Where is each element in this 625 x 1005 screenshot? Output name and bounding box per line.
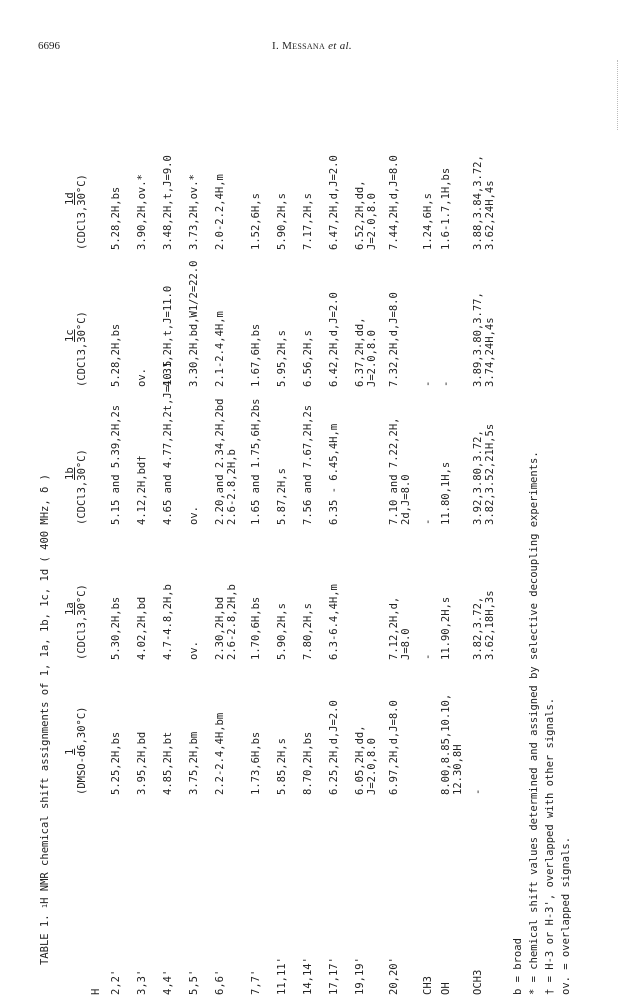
table-cell: ov. — [188, 506, 200, 525]
row-label: 2,2' — [110, 969, 122, 995]
row-label: OH — [440, 982, 452, 995]
table-cell: 5.90,2H,s — [276, 603, 288, 660]
table-cell: 1.70,6H,bs — [250, 596, 262, 660]
table-cell: 8.00,8.85,10.10, 12.30,8H — [440, 693, 464, 795]
table-cell: 3.30,2H,bd,W1/2=22.0 — [188, 260, 200, 387]
solvent-header: (CDCl3,30°C) — [76, 584, 88, 660]
table-cell: 3.88,3.84,3.72, 3.62,24H,4s — [472, 155, 496, 250]
table-cell: - — [422, 653, 434, 660]
table-cell: 5.30,2H,bs — [110, 596, 122, 660]
table-cell: - — [472, 788, 484, 795]
table-cell: - — [440, 380, 452, 387]
table-cell: 6.25,2H,d,J=2.0 — [328, 700, 340, 795]
page-edge-mark — [617, 60, 622, 130]
footnote: * = chemical shift values determined and assigned by selective decoupling experiments. — [528, 451, 540, 995]
table-cell: 4.7-4.8,2H,b — [162, 584, 174, 660]
table-cell: 5.28,2H,bs — [110, 323, 122, 387]
row-label: 6,6' — [214, 969, 226, 995]
footnote: b = broad — [512, 938, 524, 995]
table-cell: 6.35 - 6.45,4H,m — [328, 423, 340, 525]
table-cell: 1.73,6H,bs — [250, 731, 262, 795]
table-cell: 2.30,2H,bd 2.6-2.8,2H,b — [214, 584, 238, 660]
solvent-header: (CDCl3,30°C) — [76, 174, 88, 250]
table-cell: 4.65 and 4.77,2H,2t,J=10.5 — [162, 360, 174, 525]
table-cell: 7.10 and 7.22,2H, 2d,J=8.0 — [388, 417, 412, 525]
row-label: 11,11' — [276, 957, 288, 995]
table-cell: 4.12,2H,bd† — [136, 455, 148, 525]
row-label: 20,20' — [388, 957, 400, 995]
row-label: 17,17' — [328, 957, 340, 995]
table-cell: ov. — [188, 641, 200, 660]
table-cell: 4.85,2H,bt — [162, 731, 174, 795]
solvent-header: (CDCl3,30°C) — [76, 449, 88, 525]
table-cell: 6.37,2H,dd, J=2.0,8.0 — [354, 317, 378, 387]
table-cell: ov. — [136, 368, 148, 387]
compound-header: 1d — [64, 192, 76, 205]
running-head-author — [272, 40, 352, 52]
table-cell: 5.25,2H,bs — [110, 731, 122, 795]
author-etal: et al. — [328, 40, 352, 52]
table-cell: 2.1-2.4,4H,m — [214, 311, 226, 387]
table-cell: 5.87,2H,s — [276, 468, 288, 525]
table-cell: 3.92,3.80,3.72, 3.82,3.52,21H,5s — [472, 423, 496, 525]
table-cell: 7.17,2H,s — [302, 193, 314, 250]
table-cell: 5.90,2H,s — [276, 193, 288, 250]
compound-header: 1b — [64, 467, 76, 480]
table-cell: - — [422, 380, 434, 387]
row-label: 4,4' — [162, 969, 174, 995]
table-cell: 7.56 and 7.67,2H,2s — [302, 404, 314, 525]
table-cell: 1.65 and 1.75,6H,2bs — [250, 398, 262, 525]
compound-header: 1 — [64, 748, 76, 755]
row-label: 3,3' — [136, 969, 148, 995]
table-cell: 5.28,2H,bs — [110, 186, 122, 250]
table-cell: 7.12,2H,d, J=8.0 — [388, 596, 412, 660]
table-cell: 2.20,and 2.34,2H,2bd 2.6-2.8,2H,b — [214, 398, 238, 525]
table-cell: 3.89,3.80,3.77, 3.74,24H,4s — [472, 292, 496, 387]
table-cell: 11.80,1H,s — [440, 461, 452, 525]
row-label: 7,7' — [250, 969, 262, 995]
table-cell: 6.05,2H,dd, J=2.0,8.0 — [354, 725, 378, 795]
footnote: † = H-3 or H-3', overlapped with other signals. — [544, 697, 556, 995]
table-cell: 6.42,2H,d,J=2.0 — [328, 292, 340, 387]
row-label: CH3 — [422, 976, 434, 995]
table-cell: 1.52,6H,s — [250, 193, 262, 250]
solvent-header: (CDCl3,30°C) — [76, 311, 88, 387]
table-cell: 8.70,2H,bs — [302, 731, 314, 795]
h-column-header: H — [90, 988, 102, 995]
table-cell: 6.97,2H,d,J=8.0 — [388, 700, 400, 795]
table-cell: 3.82,3.72, 3.62,18H,3s — [472, 590, 496, 660]
table-cell: 6.47,2H,d,J=2.0 — [328, 155, 340, 250]
footnote: ov. = overlapped signals. — [560, 836, 572, 995]
table-cell: 6.3-6.4,4H,m — [328, 584, 340, 660]
author-name: I. Messana — [272, 40, 326, 52]
table-cell: 1.6-1.7,1H,bs — [440, 167, 452, 250]
row-label: OCH3 — [472, 969, 484, 995]
compound-header: 1c — [64, 329, 76, 342]
title-sup: 1 — [41, 903, 49, 909]
row-label: 5,5' — [188, 969, 200, 995]
table-cell: 3.95,2H,bd — [136, 731, 148, 795]
page-number: 6696 — [38, 40, 60, 52]
table-cell: 5.95,2H,s — [276, 330, 288, 387]
table-cell: 3.73,2H,ov.* — [188, 174, 200, 250]
row-label: 19,19' — [354, 957, 366, 995]
table-title — [39, 474, 51, 965]
table-cell: 2.0-2.2,4H,m — [214, 174, 226, 250]
table-cell: - — [422, 518, 434, 525]
table-cell: 3.48,2H,t,J=9.0 — [162, 155, 174, 250]
table-cell: 5.85,2H,s — [276, 738, 288, 795]
table-cell: 1.67,6H,bs — [250, 323, 262, 387]
table-cell: 11.90,2H,s — [440, 596, 452, 660]
table-cell: 1.24,6H,s — [422, 193, 434, 250]
rotated-table — [32, 55, 592, 995]
table-cell: 4.31,2H,t,J=11.0 — [162, 285, 174, 387]
table-caption: H NMR chemical shift assignments of 1, 1a, 1b, 1c, 1d ( 400 MHz, δ ) — [39, 474, 51, 904]
table-cell: 5.15 and 5.39,2H,2s — [110, 404, 122, 525]
table-cell: 6.56,2H,s — [302, 330, 314, 387]
row-label: 14,14' — [302, 957, 314, 995]
table-label: TABLE 1. — [39, 914, 51, 965]
table-cell: 7.32,2H,d,J=8.0 — [388, 292, 400, 387]
table-cell: 4.02,2H,bd — [136, 596, 148, 660]
table-cell: 7.44,2H,d,J=8.0 — [388, 155, 400, 250]
table-cell: 6.52,2H,dd, J=2.0,8.0 — [354, 180, 378, 250]
table-cell: 2.2-2.4,4H,bm — [214, 712, 226, 795]
table-cell: 3.90,2H,ov.* — [136, 174, 148, 250]
solvent-header: (DMSO-d6,30°C) — [76, 706, 88, 795]
table-cell: 3.75,2H,bm — [188, 731, 200, 795]
table-cell: 7.80,2H,s — [302, 603, 314, 660]
compound-header: 1a — [64, 602, 76, 615]
